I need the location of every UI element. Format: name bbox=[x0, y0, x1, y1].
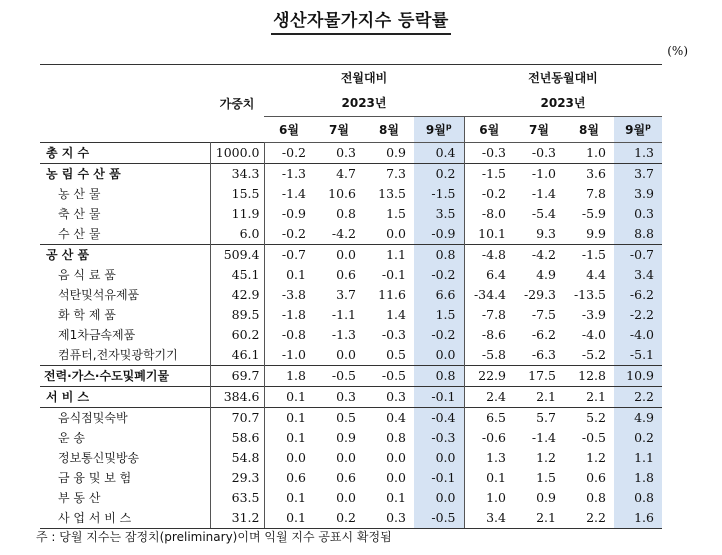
mom-value: 0.0 bbox=[386, 470, 406, 485]
table-row bbox=[40, 305, 662, 325]
mom-value: -0.9 bbox=[414, 224, 464, 245]
yoy-value: -8.6 bbox=[481, 327, 506, 342]
mom-value: -1.1 bbox=[331, 307, 356, 322]
yoy-value: -6.2 bbox=[614, 285, 662, 305]
yoy-value: 2.1 bbox=[514, 508, 564, 529]
mom-year: 2023년 bbox=[341, 96, 387, 111]
yoy-value: 1.3 bbox=[614, 143, 662, 164]
row-label: 정보통신및방송 bbox=[40, 448, 210, 468]
yoy-value: -2.2 bbox=[614, 305, 662, 325]
yoy-value: 1.2 bbox=[536, 450, 556, 465]
mom-value: -0.1 bbox=[414, 468, 464, 488]
yoy-value: 3.9 bbox=[614, 184, 662, 204]
row-weight: 11.9 bbox=[210, 204, 264, 224]
mom-month-1: 6월 bbox=[264, 117, 314, 143]
mom-month-2: 7월 bbox=[314, 117, 364, 143]
yoy-value: -13.5 bbox=[573, 287, 606, 302]
yoy-value: 2.4 bbox=[464, 387, 514, 408]
table-row bbox=[40, 164, 662, 185]
mom-month-3: 8월 bbox=[364, 117, 414, 143]
row-weight: 15.5 bbox=[210, 184, 264, 204]
mom-value: 0.0 bbox=[314, 245, 364, 266]
mom-value: -0.2 bbox=[264, 143, 314, 164]
row-weight: 6.0 bbox=[210, 224, 264, 245]
mom-value: 0.6 bbox=[336, 470, 356, 485]
mom-value: 0.3 bbox=[314, 143, 364, 164]
yoy-value: -3.9 bbox=[581, 307, 606, 322]
mom-value: -1.0 bbox=[281, 347, 306, 362]
row-label: 농 림 수 산 품 bbox=[40, 164, 210, 185]
mom-value: 0.3 bbox=[364, 387, 414, 408]
row-label: 제1차금속제품 bbox=[40, 325, 210, 345]
yoy-value: 0.8 bbox=[586, 490, 606, 505]
row-label: 음 식 료 품 bbox=[40, 265, 210, 285]
row-weight: 29.3 bbox=[210, 468, 264, 488]
yoy-value: -4.0 bbox=[581, 327, 606, 342]
mom-value: 0.1 bbox=[264, 387, 314, 408]
row-label: 화 학 제 품 bbox=[40, 305, 210, 325]
yoy-value: 4.9 bbox=[614, 408, 662, 429]
yoy-value: -4.2 bbox=[514, 245, 564, 266]
row-weight: 54.8 bbox=[210, 448, 264, 468]
mom-month-4: 9월$^p$ bbox=[414, 117, 464, 143]
mom-value: 0.8 bbox=[414, 245, 464, 266]
label-header bbox=[40, 65, 210, 143]
mom-value: -0.4 bbox=[414, 408, 464, 429]
yoy-value: -1.5 bbox=[464, 164, 514, 185]
mom-value: 0.1 bbox=[286, 430, 306, 445]
yoy-value: 1.2 bbox=[586, 450, 606, 465]
yoy-value: 6.5 bbox=[464, 408, 514, 429]
mom-value: 0.0 bbox=[336, 490, 356, 505]
yoy-value: -1.4 bbox=[531, 186, 556, 201]
row-weight: 42.9 bbox=[210, 285, 264, 305]
row-label: 운 송 bbox=[40, 428, 210, 448]
yoy-value: -5.8 bbox=[481, 347, 506, 362]
title-text: 생산자물가지수 등락률 bbox=[271, 11, 451, 35]
row-label: 부 동 산 bbox=[40, 488, 210, 508]
yoy-value: 7.8 bbox=[586, 186, 606, 201]
yoy-value: -0.7 bbox=[614, 245, 662, 266]
table-row bbox=[40, 143, 662, 164]
mom-value: 4.7 bbox=[314, 164, 364, 185]
mom-value: 0.3 bbox=[314, 387, 364, 408]
table-row bbox=[40, 325, 662, 345]
yoy-value: 12.8 bbox=[564, 366, 614, 387]
mom-value: 0.0 bbox=[336, 347, 356, 362]
mom-value: 0.1 bbox=[264, 508, 314, 529]
mom-value: 1.8 bbox=[264, 366, 314, 387]
mom-value: -0.8 bbox=[281, 327, 306, 342]
row-label: 음식점및숙박 bbox=[40, 408, 210, 429]
row-weight: 89.5 bbox=[210, 305, 264, 325]
yoy-value: 1.0 bbox=[486, 490, 506, 505]
mom-value: -0.2 bbox=[414, 325, 464, 345]
yoy-value: -7.5 bbox=[531, 307, 556, 322]
table-row bbox=[40, 428, 662, 448]
row-weight: 70.7 bbox=[210, 408, 264, 429]
yoy-value: 2.2 bbox=[614, 387, 662, 408]
yoy-value: 3.4 bbox=[464, 508, 514, 529]
yoy-value: 10.9 bbox=[614, 366, 662, 387]
unit-label: (%) bbox=[667, 44, 688, 58]
mom-value: -1.3 bbox=[264, 164, 314, 185]
ppi-table bbox=[40, 64, 662, 529]
mom-value: -0.3 bbox=[381, 327, 406, 342]
prelim-mark: p bbox=[445, 121, 452, 131]
row-label: 축 산 물 bbox=[40, 204, 210, 224]
yoy-value: 5.7 bbox=[514, 408, 564, 429]
mom-value: -0.2 bbox=[281, 226, 306, 241]
prelim-mark: p bbox=[645, 121, 651, 131]
mom-value: 10.6 bbox=[328, 186, 356, 201]
row-label: 총 지 수 bbox=[40, 143, 210, 164]
table-row bbox=[40, 387, 662, 408]
yoy-header: 전년동월대비 bbox=[528, 70, 598, 85]
mom-value: -3.8 bbox=[281, 287, 306, 302]
table-row bbox=[40, 448, 662, 468]
yoy-value: 4.4 bbox=[586, 267, 606, 282]
mom-value: 1.5 bbox=[414, 305, 464, 325]
yoy-value: 0.3 bbox=[614, 204, 662, 224]
yoy-month-4: 9월$^p$ bbox=[614, 117, 662, 143]
yoy-value: -1.5 bbox=[564, 245, 614, 266]
yoy-value: 1.3 bbox=[486, 450, 506, 465]
mom-value: -1.5 bbox=[414, 184, 464, 204]
yoy-value: -0.2 bbox=[481, 186, 506, 201]
yoy-value: -0.5 bbox=[581, 430, 606, 445]
mom-value: 3.5 bbox=[414, 204, 464, 224]
yoy-value: 17.5 bbox=[514, 366, 564, 387]
mom-value: -1.3 bbox=[331, 327, 356, 342]
table-row bbox=[40, 285, 662, 305]
table-row bbox=[40, 345, 662, 366]
row-label: 수 산 물 bbox=[40, 224, 210, 245]
mom-value: 0.6 bbox=[286, 470, 306, 485]
yoy-value: 1.8 bbox=[614, 468, 662, 488]
yoy-value: -5.4 bbox=[531, 206, 556, 221]
yoy-value: -5.2 bbox=[581, 347, 606, 362]
yoy-value: -0.6 bbox=[481, 430, 506, 445]
yoy-value: -5.9 bbox=[581, 206, 606, 221]
mom-value: 13.5 bbox=[378, 186, 406, 201]
mom-value: -0.1 bbox=[381, 267, 406, 282]
row-weight: 46.1 bbox=[210, 345, 264, 366]
table-row bbox=[40, 408, 662, 429]
yoy-value: -6.3 bbox=[531, 347, 556, 362]
mom-value: 0.2 bbox=[314, 508, 364, 529]
yoy-value: 9.9 bbox=[586, 226, 606, 241]
yoy-value: -0.3 bbox=[514, 143, 564, 164]
table-row bbox=[40, 468, 662, 488]
yoy-value: 1.6 bbox=[614, 508, 662, 529]
mom-value: 0.1 bbox=[264, 408, 314, 429]
mom-value: 0.0 bbox=[414, 345, 464, 366]
yoy-value: -5.1 bbox=[614, 345, 662, 366]
mom-value: -0.5 bbox=[364, 366, 414, 387]
mom-value: 0.1 bbox=[286, 267, 306, 282]
row-label: 사 업 서 비 스 bbox=[40, 508, 210, 529]
yoy-value: -6.2 bbox=[531, 327, 556, 342]
mom-value: 0.9 bbox=[364, 143, 414, 164]
yoy-value: 10.1 bbox=[478, 226, 506, 241]
mom-value: 0.8 bbox=[414, 366, 464, 387]
mom-value: 0.4 bbox=[414, 143, 464, 164]
mom-value: 3.7 bbox=[336, 287, 356, 302]
yoy-value: -1.0 bbox=[514, 164, 564, 185]
mom-value: 0.2 bbox=[414, 164, 464, 185]
yoy-value: 1.0 bbox=[564, 143, 614, 164]
yoy-value: 3.7 bbox=[614, 164, 662, 185]
mom-value: -0.9 bbox=[281, 206, 306, 221]
yoy-value: 0.6 bbox=[586, 470, 606, 485]
yoy-value: 3.4 bbox=[614, 265, 662, 285]
mom-value: 0.8 bbox=[386, 430, 406, 445]
yoy-value: 22.9 bbox=[464, 366, 514, 387]
yoy-value: -1.4 bbox=[531, 430, 556, 445]
yoy-value: 0.8 bbox=[614, 488, 662, 508]
mom-value: 0.1 bbox=[386, 490, 406, 505]
row-weight: 69.7 bbox=[210, 366, 264, 387]
mom-value: 0.5 bbox=[386, 347, 406, 362]
table-row bbox=[40, 204, 662, 224]
row-weight: 1000.0 bbox=[210, 143, 264, 164]
yoy-value: -29.3 bbox=[523, 287, 556, 302]
yoy-value: -0.3 bbox=[464, 143, 514, 164]
mom-value: -0.2 bbox=[414, 265, 464, 285]
yoy-month-2: 7월 bbox=[514, 117, 564, 143]
mom-value: -4.2 bbox=[331, 226, 356, 241]
mom-value: 1.4 bbox=[386, 307, 406, 322]
mom-value: 0.4 bbox=[364, 408, 414, 429]
row-label: 컴퓨터,전자및광학기기 bbox=[40, 345, 210, 366]
row-weight: 58.6 bbox=[210, 428, 264, 448]
mom-value: -0.7 bbox=[264, 245, 314, 266]
yoy-value: 2.2 bbox=[564, 508, 614, 529]
mom-value: 0.0 bbox=[414, 488, 464, 508]
mom-value: 0.6 bbox=[336, 267, 356, 282]
mom-value: 0.0 bbox=[336, 450, 356, 465]
row-weight: 63.5 bbox=[210, 488, 264, 508]
mom-value: 0.5 bbox=[314, 408, 364, 429]
mom-value: -1.8 bbox=[281, 307, 306, 322]
yoy-month-3: 8월 bbox=[564, 117, 614, 143]
table-row bbox=[40, 265, 662, 285]
yoy-value: 8.8 bbox=[614, 224, 662, 245]
yoy-value: 4.9 bbox=[536, 267, 556, 282]
mom-value: -1.4 bbox=[281, 186, 306, 201]
mom-value: 0.9 bbox=[336, 430, 356, 445]
row-weight: 509.4 bbox=[210, 245, 264, 266]
mom-value: -0.3 bbox=[414, 428, 464, 448]
mom-value: 0.3 bbox=[364, 508, 414, 529]
mom-value: 0.0 bbox=[386, 226, 406, 241]
mom-value: 7.3 bbox=[364, 164, 414, 185]
mom-value: 0.0 bbox=[286, 450, 306, 465]
yoy-month-1: 6월 bbox=[464, 117, 514, 143]
mom-value: 1.1 bbox=[364, 245, 414, 266]
table-row bbox=[40, 245, 662, 266]
mom-value: 1.5 bbox=[386, 206, 406, 221]
mom-value: -0.5 bbox=[314, 366, 364, 387]
table-row bbox=[40, 488, 662, 508]
yoy-value: -7.8 bbox=[481, 307, 506, 322]
row-label: 전력·가스·수도및폐기물 bbox=[40, 366, 210, 387]
yoy-value: 1.5 bbox=[536, 470, 556, 485]
row-label: 금 융 및 보 험 bbox=[40, 468, 210, 488]
table-row bbox=[40, 224, 662, 245]
yoy-value: -4.0 bbox=[614, 325, 662, 345]
yoy-value: -4.8 bbox=[464, 245, 514, 266]
yoy-value: 2.1 bbox=[514, 387, 564, 408]
weight-header: 가중치 bbox=[219, 96, 255, 111]
mom-value: 6.6 bbox=[414, 285, 464, 305]
yoy-value: 5.2 bbox=[564, 408, 614, 429]
yoy-value: 1.1 bbox=[614, 448, 662, 468]
row-label: 서 비 스 bbox=[40, 387, 210, 408]
yoy-value: 3.6 bbox=[564, 164, 614, 185]
table-row bbox=[40, 366, 662, 387]
yoy-value: 0.2 bbox=[614, 428, 662, 448]
yoy-value: 9.3 bbox=[536, 226, 556, 241]
mom-value: 0.0 bbox=[414, 448, 464, 468]
mom-value: -0.1 bbox=[414, 387, 464, 408]
row-weight: 34.3 bbox=[210, 164, 264, 185]
row-weight: 45.1 bbox=[210, 265, 264, 285]
mom-value: 0.1 bbox=[286, 490, 306, 505]
yoy-value: 0.1 bbox=[486, 470, 506, 485]
row-label: 농 산 물 bbox=[40, 184, 210, 204]
mom-value: 0.8 bbox=[336, 206, 356, 221]
yoy-value: 0.9 bbox=[536, 490, 556, 505]
table-row bbox=[40, 508, 662, 529]
footnote: 주 : 당월 지수는 잠정치(preliminary)이며 익월 지수 공표시 확정됨 bbox=[36, 530, 392, 544]
yoy-year: 2023년 bbox=[540, 96, 586, 111]
yoy-value: -8.0 bbox=[481, 206, 506, 221]
table-row bbox=[40, 184, 662, 204]
row-label: 석탄및석유제품 bbox=[40, 285, 210, 305]
mom-value: 0.0 bbox=[386, 450, 406, 465]
page-title bbox=[0, 6, 722, 31]
row-label: 공 산 품 bbox=[40, 245, 210, 266]
yoy-value: 6.4 bbox=[486, 267, 506, 282]
mom-header: 전월대비 bbox=[340, 70, 388, 85]
yoy-value: -34.4 bbox=[473, 287, 506, 302]
row-weight: 60.2 bbox=[210, 325, 264, 345]
mom-value: -0.5 bbox=[414, 508, 464, 529]
row-weight: 384.6 bbox=[210, 387, 264, 408]
row-weight: 31.2 bbox=[210, 508, 264, 529]
yoy-value: 2.1 bbox=[564, 387, 614, 408]
mom-value: 11.6 bbox=[378, 287, 406, 302]
